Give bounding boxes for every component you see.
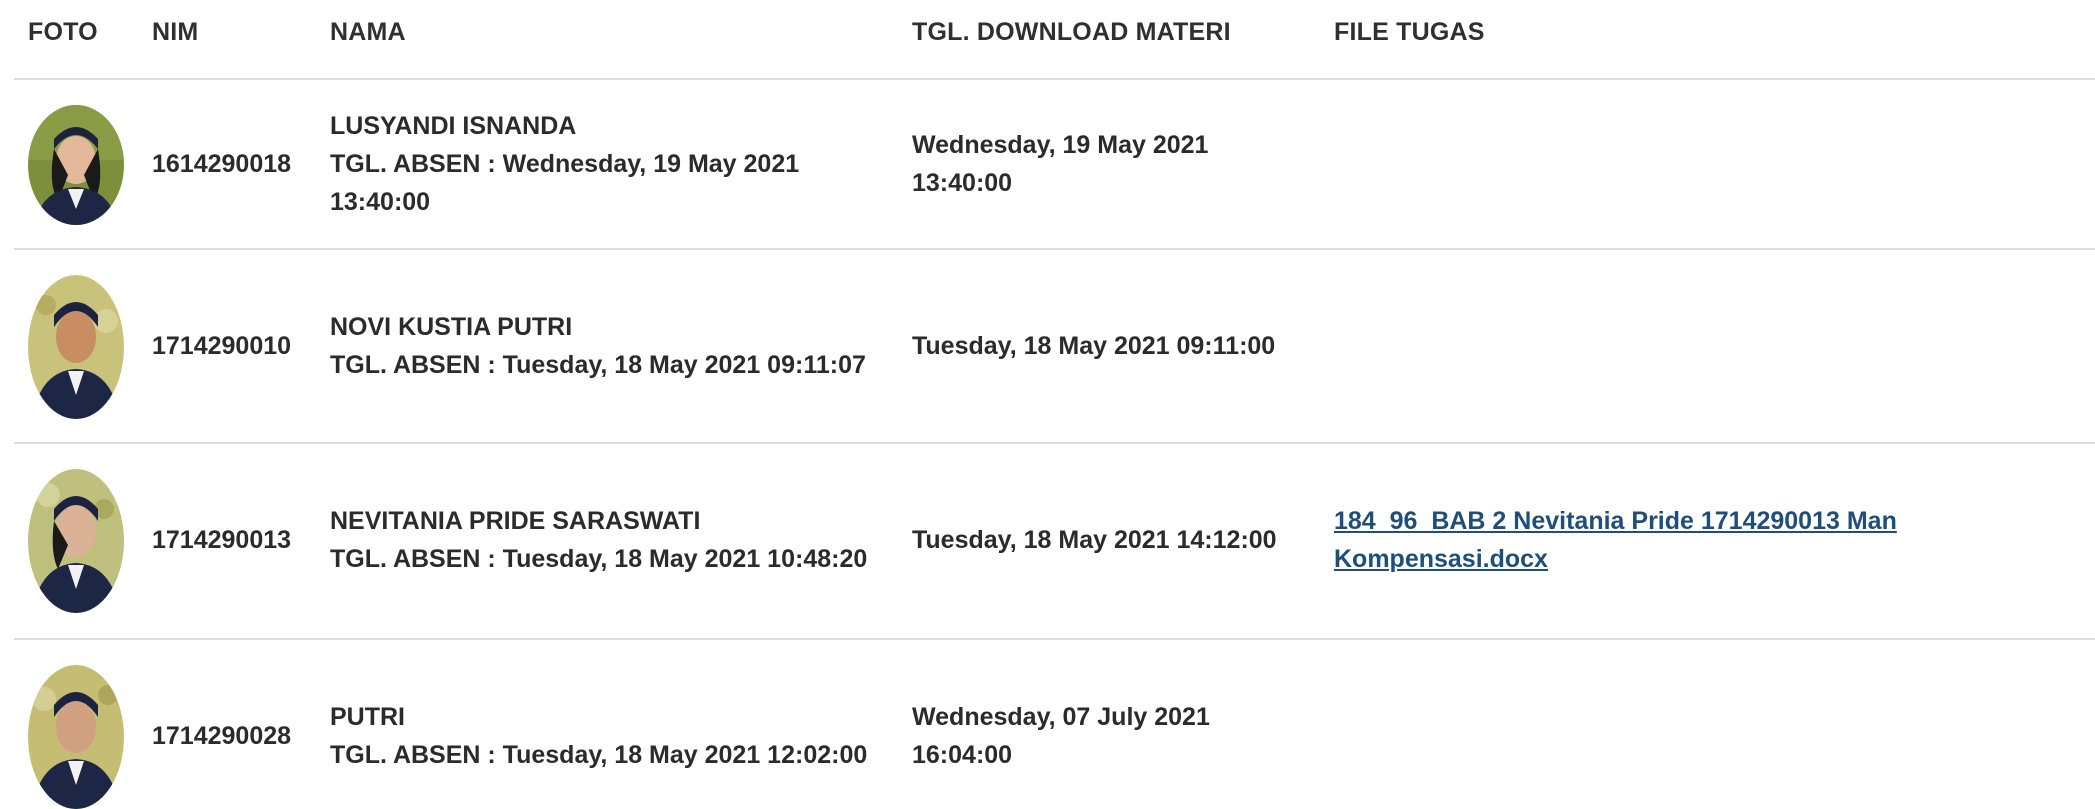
student-photo [28, 469, 124, 613]
table-row [14, 640, 2095, 808]
student-photo [28, 105, 124, 225]
nama-cell [330, 308, 866, 384]
file-tugas-link[interactable]: 184_96_BAB 2 Nevitania Pride 1714290013 Man [1334, 507, 1897, 535]
nim-cell: 1614290018 [152, 150, 292, 178]
absen-date: TGL. ABSEN : Tuesday, 18 May 2021 12:02:00 [330, 741, 868, 769]
header-download: TGL. DOWNLOAD MATERI [912, 18, 1231, 46]
nama-cell [330, 502, 867, 578]
nama-cell [330, 698, 867, 774]
download-time: 16:04:00 [912, 741, 1013, 769]
header-file: FILE TUGAS [1334, 18, 1485, 46]
student-photo [28, 275, 124, 419]
absen-time: 13:40:00 [330, 188, 431, 216]
table-header [14, 0, 2095, 80]
header-nama: NAMA [330, 18, 406, 46]
absen-date: TGL. ABSEN : Tuesday, 18 May 2021 09:11:07 [330, 351, 866, 379]
absen-date: TGL. ABSEN : Tuesday, 18 May 2021 10:48:20 [330, 545, 868, 573]
download-date: Wednesday, 07 July 2021 [912, 703, 1210, 731]
student-name: NEVITANIA PRIDE SARASWATI [330, 507, 701, 535]
nim-cell: 1714290028 [152, 722, 292, 750]
table-row [14, 444, 2095, 640]
absen-date: TGL. ABSEN : Wednesday, 19 May 2021 [330, 150, 800, 178]
student-photo [28, 665, 124, 809]
header-nim: NIM [152, 18, 199, 46]
header-foto: FOTO [28, 18, 98, 46]
download-cell [912, 521, 1277, 559]
download-cell [912, 698, 1210, 774]
download-cell [912, 327, 1275, 365]
student-name: LUSYANDI ISNANDA [330, 112, 577, 140]
student-name: NOVI KUSTIA PUTRI [330, 313, 573, 341]
student-name: PUTRI [330, 703, 405, 731]
download-time: 13:40:00 [912, 169, 1013, 197]
file-cell [1334, 502, 1897, 578]
nama-cell [330, 107, 799, 221]
file-tugas-link-continued[interactable]: Kompensasi.docx [1334, 545, 1548, 573]
nim-cell: 1714290013 [152, 526, 292, 554]
table-row [14, 250, 2095, 444]
download-date: Wednesday, 19 May 2021 [912, 131, 1209, 159]
table-row [14, 80, 2095, 250]
nim-cell: 1714290010 [152, 332, 292, 360]
download-date: Tuesday, 18 May 2021 09:11:00 [912, 332, 1276, 360]
download-date: Tuesday, 18 May 2021 14:12:00 [912, 526, 1277, 554]
download-cell [912, 126, 1208, 202]
attendance-table [14, 0, 2095, 808]
